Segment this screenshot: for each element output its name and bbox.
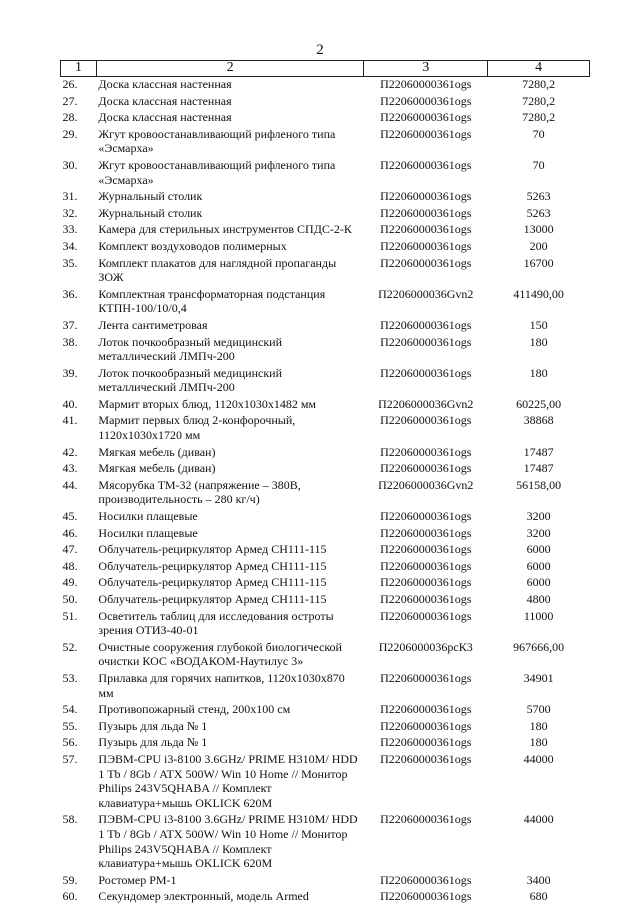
cell-code: П22060000361ogs bbox=[380, 702, 472, 717]
cell-num: 59. bbox=[62, 872, 78, 887]
cell-code: П22060000361ogs bbox=[380, 93, 472, 108]
cell-price: 3200 bbox=[526, 525, 551, 540]
cell-code: П22060000361ogs bbox=[380, 157, 472, 172]
cell-num: 45. bbox=[62, 509, 78, 524]
cell-name: Мягкая мебель (диван) bbox=[98, 461, 216, 476]
cell-name: Журнальный столик bbox=[98, 205, 203, 220]
cell-name: Доска классная настенная bbox=[98, 93, 232, 108]
table-row bbox=[61, 559, 590, 576]
cell-code: П22060000361ogs bbox=[380, 558, 472, 573]
cell-code: П2206000036Gvn2 bbox=[378, 477, 474, 492]
cell-price: 180 bbox=[529, 718, 548, 733]
table-row bbox=[61, 889, 590, 906]
cell-price: 44000 bbox=[523, 812, 554, 827]
cell-price: 16700 bbox=[523, 255, 554, 270]
cell-name: Лоток почкообразный медицинский металлический ЛМПч-200 bbox=[98, 365, 283, 395]
cell-code: П22060000361ogs bbox=[380, 575, 472, 590]
table-row bbox=[61, 397, 590, 414]
cell-name: Лента сантиметровая bbox=[98, 317, 208, 332]
cell-name: Комплект плакатов для наглядной пропаганды ЗОЖ bbox=[98, 255, 337, 285]
cell-name: ПЭВМ-CPU i3-8100 3.6GHz/ PRIME H310M/ HDD 1 Tb / 8Gb / ATX 500W/ Win 10 Home // Монитор Philips 243V5QHABA // Комплект клавиатура+мышь OKLICK 620M bbox=[98, 812, 358, 871]
table-header-row bbox=[61, 61, 590, 77]
cell-num: 36. bbox=[62, 286, 78, 301]
cell-price: 6000 bbox=[526, 558, 551, 573]
cell-num: 54. bbox=[62, 702, 78, 717]
cell-code: П22060000361ogs bbox=[380, 365, 472, 380]
cell-num: 43. bbox=[62, 461, 78, 476]
cell-code: П22060000361ogs bbox=[380, 317, 472, 332]
cell-price: 70 bbox=[532, 157, 545, 172]
cell-price: 13000 bbox=[523, 222, 554, 237]
cell-num: 58. bbox=[62, 812, 78, 827]
cell-code: П2206000036Gvn2 bbox=[378, 396, 474, 411]
cell-code: П22060000361ogs bbox=[380, 189, 472, 204]
cell-num: 44. bbox=[62, 477, 78, 492]
table-row bbox=[61, 640, 590, 671]
cell-name: Мармит вторых блюд, 1120x1030x1482 мм bbox=[98, 396, 317, 411]
cell-code: П22060000361ogs bbox=[380, 670, 472, 685]
cell-name: Облучатель-рециркулятор Армед СН111-115 bbox=[98, 575, 327, 590]
cell-code: П22060000361ogs bbox=[380, 509, 472, 524]
cell-price: 34901 bbox=[523, 670, 554, 685]
cell-price: 17487 bbox=[523, 461, 554, 476]
cell-num: 28. bbox=[62, 110, 78, 125]
cell-price: 967666,00 bbox=[513, 639, 565, 654]
cell-name: Доска классная настенная bbox=[98, 110, 232, 125]
table-row bbox=[61, 609, 590, 640]
table-row bbox=[61, 189, 590, 206]
table-row bbox=[61, 413, 590, 444]
column-header: 1 bbox=[61, 61, 97, 77]
cell-name: Облучатель-рециркулятор Армед СН111-115 bbox=[98, 592, 327, 606]
cell-code: П22060000361ogs bbox=[380, 238, 472, 253]
table-row bbox=[61, 812, 590, 872]
cell-name: Комплектная трансформаторная подстанция КТПН-100/10/0,4 bbox=[98, 286, 326, 316]
cell-num: 32. bbox=[62, 205, 78, 220]
table-row bbox=[61, 77, 590, 94]
cell-price: 44000 bbox=[523, 751, 554, 766]
cell-price: 4800 bbox=[526, 592, 551, 606]
cell-num: 37. bbox=[62, 317, 78, 332]
cell-name: Осветитель таблиц для исследования остроты зрения ОТИЗ-40-01 bbox=[98, 608, 334, 638]
cell-price: 11000 bbox=[523, 608, 554, 623]
cell-num: 34. bbox=[62, 238, 78, 253]
table-row bbox=[61, 702, 590, 719]
table-row bbox=[61, 735, 590, 752]
cell-name: Ростомер РМ-1 bbox=[98, 872, 177, 887]
cell-num: 26. bbox=[62, 77, 78, 91]
cell-price: 180 bbox=[529, 735, 548, 750]
cell-price: 6000 bbox=[526, 542, 551, 557]
cell-num: 31. bbox=[62, 189, 78, 204]
cell-code: П22060000361ogs bbox=[380, 872, 472, 887]
cell-num: 52. bbox=[62, 639, 78, 654]
cell-code: П22060000361ogs bbox=[380, 735, 472, 750]
cell-code: П22060000361ogs bbox=[380, 110, 472, 125]
table-row bbox=[61, 127, 590, 158]
cell-name: Жгут кровоостанавливающий рифленого типа «Эсмарха» bbox=[98, 126, 336, 156]
cell-code: П22060000361ogs bbox=[380, 77, 472, 91]
cell-code: П22060000361ogs bbox=[380, 812, 472, 827]
cell-price: 17487 bbox=[523, 444, 554, 459]
cell-code: П22060000361ogs bbox=[380, 205, 472, 220]
cell-price: 7280,2 bbox=[522, 77, 556, 91]
table-row bbox=[61, 719, 590, 736]
cell-price: 7280,2 bbox=[522, 110, 556, 125]
table-row bbox=[61, 318, 590, 335]
cell-num: 29. bbox=[62, 126, 78, 141]
cell-name: Доска классная настенная bbox=[98, 77, 232, 91]
cell-num: 39. bbox=[62, 365, 78, 380]
cell-code: П22060000361ogs bbox=[380, 126, 472, 141]
cell-num: 42. bbox=[62, 444, 78, 459]
table-row bbox=[61, 542, 590, 559]
table-row bbox=[61, 94, 590, 111]
cell-code: П22060000361ogs bbox=[380, 592, 472, 606]
cell-name: Секундомер электронный, модель Armed bbox=[98, 889, 309, 904]
cell-num: 49. bbox=[62, 575, 78, 590]
table-row bbox=[61, 671, 590, 702]
table-row bbox=[61, 478, 590, 509]
cell-num: 55. bbox=[62, 718, 78, 733]
cell-price: 150 bbox=[529, 317, 548, 332]
cell-name: Мясорубка ТМ-32 (напряжение – 380В, производительность – 280 кг/ч) bbox=[98, 477, 301, 507]
cell-name: Носилки плащевые bbox=[98, 525, 198, 540]
cell-price: 38868 bbox=[523, 413, 554, 428]
table-row bbox=[61, 335, 590, 366]
cell-num: 51. bbox=[62, 608, 78, 623]
table-row bbox=[61, 256, 590, 287]
table-row bbox=[61, 873, 590, 890]
cell-name: Носилки плащевые bbox=[98, 509, 198, 524]
cell-name: Лоток почкообразный медицинский металлический ЛМПч-200 bbox=[98, 334, 283, 364]
cell-price: 180 bbox=[529, 365, 548, 380]
column-header: 3 bbox=[364, 61, 488, 77]
cell-name: Облучатель-рециркулятор Армед СН111-115 bbox=[98, 542, 327, 557]
column-header: 2 bbox=[96, 61, 363, 77]
cell-code: П22060000361ogs bbox=[380, 889, 472, 904]
cell-num: 60. bbox=[62, 889, 78, 904]
table-row bbox=[61, 575, 590, 592]
cell-code: П22060000361ogs bbox=[380, 413, 472, 428]
cell-code: П22060000361ogs bbox=[380, 751, 472, 766]
cell-num: 40. bbox=[62, 396, 78, 411]
table-row bbox=[61, 592, 590, 609]
cell-code: П2206000036рсК3 bbox=[378, 639, 473, 654]
cell-name: Мягкая мебель (диван) bbox=[98, 444, 216, 459]
cell-num: 41. bbox=[62, 413, 78, 428]
table-row bbox=[61, 222, 590, 239]
cell-name: Камера для стерильных инструментов СПДС-2-К bbox=[98, 222, 352, 237]
cell-code: П22060000361ogs bbox=[380, 255, 472, 270]
table-row bbox=[61, 445, 590, 462]
cell-code: П2206000036Gvn2 bbox=[378, 286, 474, 301]
cell-num: 38. bbox=[62, 334, 78, 349]
cell-price: 3400 bbox=[526, 872, 551, 887]
cell-price: 411490,00 bbox=[513, 286, 564, 301]
table-row bbox=[61, 110, 590, 127]
page-number: 2 bbox=[316, 42, 324, 58]
cell-code: П22060000361ogs bbox=[380, 461, 472, 476]
cell-num: 33. bbox=[62, 222, 78, 237]
table-row bbox=[61, 752, 590, 812]
cell-price: 5263 bbox=[526, 189, 551, 204]
cell-price: 5700 bbox=[526, 702, 551, 717]
cell-code: П22060000361ogs bbox=[380, 444, 472, 459]
table-row bbox=[61, 461, 590, 478]
cell-num: 35. bbox=[62, 255, 78, 270]
table-row bbox=[61, 509, 590, 526]
cell-num: 30. bbox=[62, 157, 78, 172]
cell-price: 5263 bbox=[526, 205, 551, 220]
table-row bbox=[61, 158, 590, 189]
cell-name: Облучатель-рециркулятор Армед СН111-115 bbox=[98, 558, 327, 573]
cell-name: Прилавка для горячих напитков, 1120x1030x870 мм bbox=[98, 670, 345, 700]
cell-price: 70 bbox=[532, 126, 545, 141]
cell-code: П22060000361ogs bbox=[380, 608, 472, 623]
cell-price: 6000 bbox=[526, 575, 551, 590]
cell-num: 47. bbox=[62, 542, 78, 557]
cell-code: П22060000361ogs bbox=[380, 542, 472, 557]
cell-name: Мармит первых блюд 2-конфорочный, 1120x1030x1720 мм bbox=[98, 413, 296, 443]
cell-name: Журнальный столик bbox=[98, 189, 203, 204]
cell-num: 56. bbox=[62, 735, 78, 750]
cell-name: Противопожарный стенд, 200x100 см bbox=[98, 702, 291, 717]
column-header: 4 bbox=[488, 61, 590, 77]
table-row bbox=[61, 526, 590, 543]
cell-code: П22060000361ogs bbox=[380, 525, 472, 540]
cell-num: 27. bbox=[62, 93, 78, 108]
cell-code: П22060000361ogs bbox=[380, 222, 472, 237]
cell-name: Очистные сооружения глубокой биологической очистки КОС «ВОДАКОМ-Наутилус 3» bbox=[98, 639, 342, 669]
cell-price: 180 bbox=[529, 334, 548, 349]
cell-code: П22060000361ogs bbox=[380, 718, 472, 733]
inventory-table bbox=[60, 60, 590, 906]
cell-name: Комплект воздуховодов полимерных bbox=[98, 238, 287, 253]
cell-num: 50. bbox=[62, 592, 78, 606]
cell-price: 3200 bbox=[526, 509, 551, 524]
cell-price: 680 bbox=[529, 889, 548, 904]
cell-num: 46. bbox=[62, 525, 78, 540]
table-row bbox=[61, 366, 590, 397]
table-row bbox=[61, 206, 590, 223]
cell-num: 48. bbox=[62, 558, 78, 573]
table-row bbox=[61, 287, 590, 318]
cell-price: 7280,2 bbox=[522, 93, 556, 108]
cell-num: 57. bbox=[62, 751, 78, 766]
cell-code: П22060000361ogs bbox=[380, 334, 472, 349]
cell-price: 56158,00 bbox=[516, 477, 562, 492]
table-row bbox=[61, 239, 590, 256]
cell-name: Пузырь для льда № 1 bbox=[98, 718, 208, 733]
cell-name: Пузырь для льда № 1 bbox=[98, 735, 208, 750]
cell-price: 200 bbox=[529, 238, 548, 253]
cell-num: 53. bbox=[62, 670, 78, 685]
cell-price: 60225,00 bbox=[516, 396, 562, 411]
cell-name: ПЭВМ-CPU i3-8100 3.6GHz/ PRIME H310M/ HDD 1 Tb / 8Gb / ATX 500W/ Win 10 Home // Монитор Philips 243V5QHABA // Комплект клавиатура+мышь OKLICK 620M bbox=[98, 751, 358, 810]
cell-name: Жгут кровоостанавливающий рифленого типа «Эсмарха» bbox=[98, 157, 336, 187]
